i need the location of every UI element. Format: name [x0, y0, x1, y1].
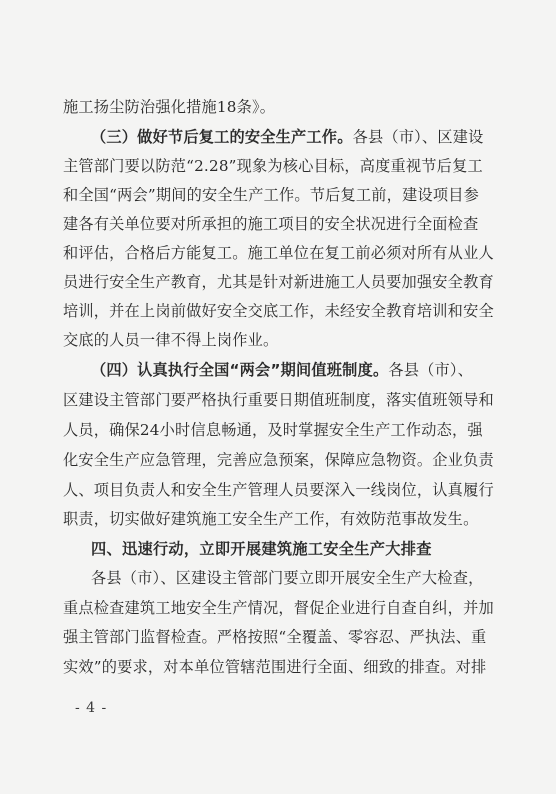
text-line: 实效”的要求，对本单位管辖范围进行全面、细致的排查。对排 [63, 658, 487, 676]
section-heading: 四、迅速行动，立即开展建筑施工安全生产大排查 [91, 540, 432, 558]
section-lead: （四）认真执行全国“两会”期间值班制度。 [91, 361, 389, 379]
text-line: 区建设主管部门要严格执行重要日期值班制度，落实值班领导和 [63, 391, 494, 409]
text-line: 和评估，合格后方能复工。施工单位在复工前必须对所有从业人 [63, 244, 494, 262]
text-line: 施工扬尘防治强化措施18条》。 [63, 98, 276, 116]
text-line: 和全国“两会”期间的安全生产工作。节后复工前，建设项目参 [63, 186, 480, 204]
text-line: 各县（市）、区建设主管部门要立即开展安全生产大检查， [91, 569, 484, 587]
text-line: 交底的人员一律不得上岗作业。 [63, 331, 279, 349]
text-line: 培训，并在上岗前做好安全交底工作，未经安全教育培训和安全 [63, 302, 494, 320]
text-line: 建各有关单位要对所承担的施工项目的安全状况进行全面检查 [63, 215, 479, 233]
text-line: 人员，确保24小时信息畅通，及时掌握安全生产工作动态，强 [63, 421, 483, 439]
text-line: 人、项目负责人和安全生产管理人员要深入一线岗位，认真履行 [63, 481, 494, 499]
text-line: （三）做好节后复工的安全生产工作。各县（市）、区建设 [91, 128, 484, 146]
text-line: 强主管部门监督检查。严格按照“全覆盖、零容忍、严执法、重 [63, 628, 487, 646]
text-line: 职责，切实做好建筑施工安全生产工作，有效防范事故发生。 [63, 510, 479, 528]
text-line: 重点检查建筑工地安全生产情况，督促企业进行自查自纠，并加 [63, 599, 494, 617]
page-number: - 4 - [75, 700, 108, 716]
section-lead: （三）做好节后复工的安全生产工作。 [91, 128, 353, 146]
text-line: （四）认真执行全国“两会”期间值班制度。各县（市）、 [91, 361, 474, 379]
text-line: 化安全生产应急管理，完善应急预案，保障应急物资。企业负责 [63, 451, 494, 469]
text-line: 员进行安全生产教育，尤其是针对新进施工人员要加强安全教育 [63, 273, 494, 291]
text-line: 主管部门要以防范“2.28”现象为核心目标，高度重视节后复工 [63, 157, 483, 175]
